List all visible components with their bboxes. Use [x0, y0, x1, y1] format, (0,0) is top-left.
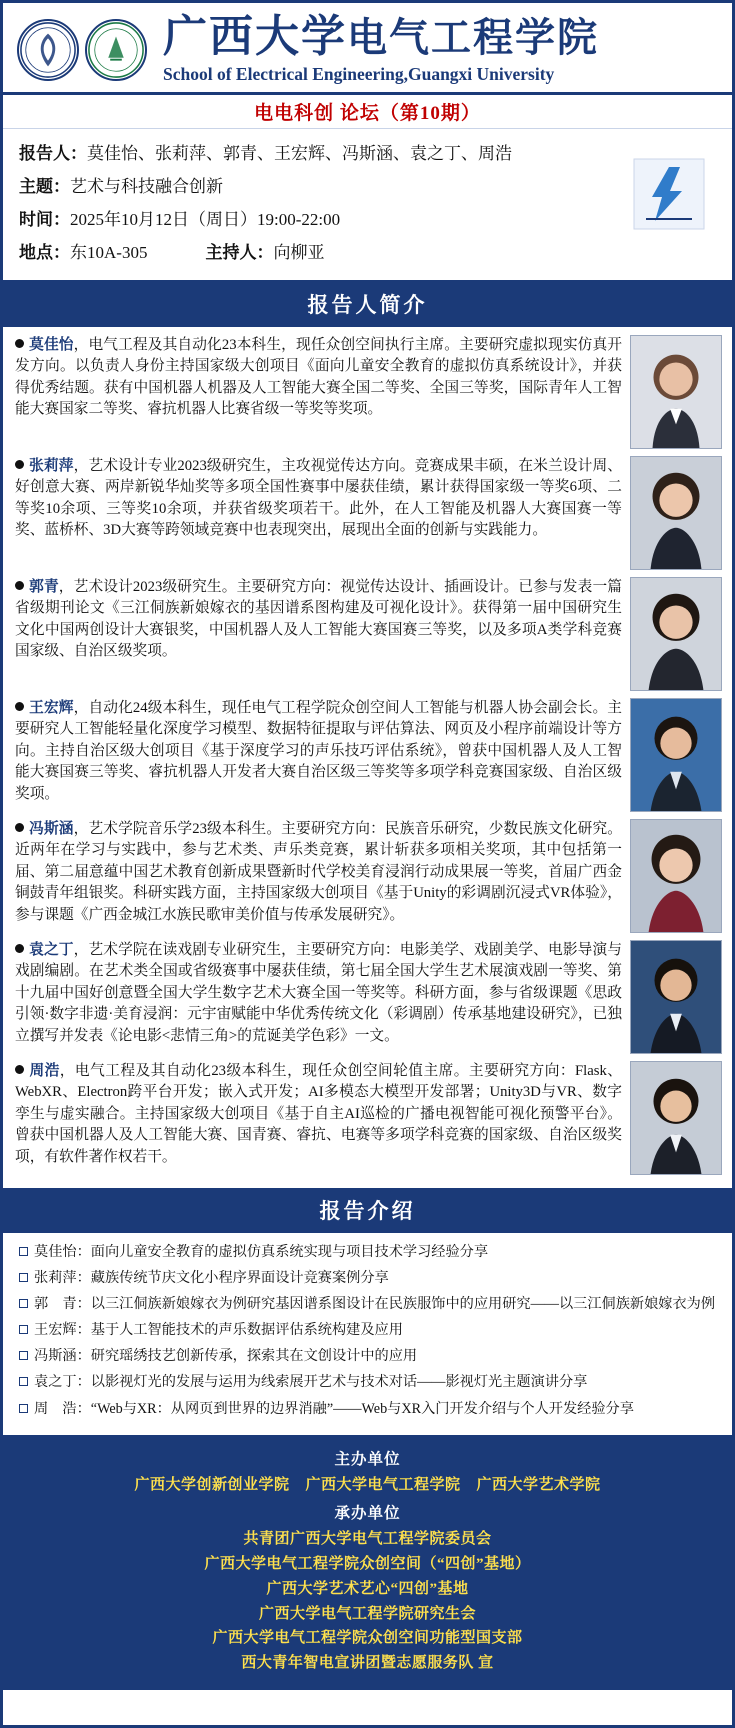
header-titles [163, 11, 599, 85]
bio-item [15, 1061, 722, 1175]
bio-name: 袁之丁 [29, 941, 74, 958]
bio-text [15, 456, 630, 542]
list-item [19, 1320, 718, 1340]
square-bullet-icon [19, 1273, 28, 1282]
co-organizer-item: 西大青年智电宣讲团暨志愿服务队 宣 [241, 1655, 494, 1672]
bio-text [15, 819, 630, 927]
talk-speaker: 周 浩： [34, 1400, 91, 1417]
place-label: 地点： [19, 243, 70, 263]
co-organizers-heading: 承办单位 [334, 1505, 401, 1523]
bullet-icon [15, 823, 24, 832]
header-cn-title-university: 广西大学 [163, 11, 347, 61]
bio-item [15, 456, 722, 570]
bio-body: ，电气工程及其自动化23级本科生，现任众创空间轮值主席。主要研究方向：Flask、WebXR、Electron跨平台开发；嵌入式开发；AI多模态大模型开发部署；Unity3D与VR、数字孪生与虚实融合。主持国家级大创项目《基于自主AI巡检的广播电视智能可视化预警平台》。曾获中国机器人及人工智能大赛、国青赛、睿抗、电赛等多项学科竞赛的国家级、自治区级奖项，有软件著作权若干。 [15, 1062, 622, 1165]
forum-title-bar [3, 95, 732, 129]
avatar [630, 1061, 722, 1175]
bio-text [15, 335, 630, 421]
square-bullet-icon [19, 1377, 28, 1386]
bio-item [15, 819, 722, 933]
avatar [630, 577, 722, 691]
talk-speaker: 郭 青： [34, 1295, 91, 1312]
host-label: 主持人： [205, 243, 274, 263]
talk-speaker: 莫佳怡： [34, 1243, 91, 1260]
section-bar-talks: 报告介绍 [3, 1188, 732, 1233]
list-item [19, 1346, 718, 1366]
bio-name: 王宏辉 [29, 699, 74, 716]
info-row-topic [19, 170, 718, 203]
organizer-item: 广西大学创新创业学院 [134, 1476, 290, 1493]
avatar [630, 335, 722, 449]
list-item [19, 1242, 718, 1262]
bios-list [3, 327, 732, 1188]
square-bullet-icon [19, 1404, 28, 1413]
list-item [19, 1399, 718, 1419]
avatar [630, 456, 722, 570]
avatar [630, 819, 722, 933]
talk-title: 面向儿童安全教育的虚拟仿真系统实现与项目技术学习经验分享 [90, 1243, 489, 1260]
time-value: 2025年10月12日（周日）19:00-22:00 [70, 210, 341, 230]
avatar [630, 698, 722, 812]
bio-item [15, 940, 722, 1054]
talk-speaker: 冯斯涵： [34, 1348, 91, 1365]
bio-item [15, 335, 722, 449]
bio-body: ，自动化24级本科生，现任电气工程学院众创空间人工智能与机器人协会副会长。主要研究人工智能轻量化深度学习模型、数据特征提取与评估算法、网页及小程序前端设计等方向。主持自治区级大创项目《基于深度学习的声乐技巧评估系统》，曾获中国机器人及人工智能大赛国赛三等奖、睿抗机器人开发者大赛自治区级三等奖等多项学科竞赛国家级、自治区级奖项。 [15, 699, 622, 802]
co-organizer-item: 广西大学电气工程学院研究生会 [258, 1605, 476, 1622]
talk-speaker: 张莉萍： [34, 1269, 91, 1286]
talk-title: 以三江侗族新娘嫁衣为例研究基因谱系图设计在民族服饰中的应用研究——以三江侗族新娘嫁衣为例 [90, 1295, 716, 1312]
talk-title: “Web与XR：从网页到世界的边界消融”——Web与XR入门开发介绍与个人开发经验分享 [90, 1400, 634, 1417]
topic-label: 主题： [19, 177, 70, 197]
bio-body: ，艺术设计专业2023级研究生，主攻视觉传达方向。竞赛成果丰硕，在米兰设计周、好创意大赛、两岸新锐华灿奖等多项全国性赛事中屡获佳绩，累计获得国家级一等奖6项、二等奖10余项、三等奖10余项，并获省级奖项若干。此外，在人工智能及机器人大赛国赛一等奖、蓝桥杯、3D大赛等跨领域竞赛中也表现突出，展现出全面的创新与实践能力。 [15, 457, 622, 539]
organizer-item: 广西大学电气工程学院 [305, 1476, 461, 1493]
speakers-label: 报告人： [19, 144, 87, 163]
organizer-item: 广西大学艺术学院 [476, 1476, 601, 1493]
bio-text [15, 940, 630, 1048]
section-bar-bios: 报告人简介 [3, 282, 732, 327]
header-en-title: School of Electrical Engineering,Guangxi University [163, 64, 555, 85]
time-label: 时间： [19, 210, 70, 230]
info-row-speakers [19, 137, 718, 170]
list-item [19, 1372, 718, 1392]
list-item [19, 1268, 718, 1288]
bio-item [15, 698, 722, 812]
co-organizer-item: 广西大学电气工程学院众创空间（“四创”基地） [204, 1556, 531, 1573]
event-info-block [3, 129, 732, 282]
square-bullet-icon [19, 1299, 28, 1308]
university-seal-icon [17, 19, 79, 81]
avatar [630, 940, 722, 1054]
bio-body: ，艺术设计2023级研究生。主要研究方向：视觉传达设计、插画设计。已参与发表一篇省级期刊论文《三江侗族新娘嫁衣的基因谱系图构建及可视化设计》。获得第一届中国研究生文化中国两创设计大赛银奖，中国机器人及人工智能大赛国赛三等奖，以及多项A类学科竞赛国家级、自治区级奖项。 [15, 578, 622, 660]
bio-text [15, 577, 630, 663]
host-value: 向柳亚 [273, 243, 325, 263]
bio-item [15, 577, 722, 691]
bullet-icon [15, 944, 24, 953]
list-item [19, 1294, 718, 1314]
bio-body: ，艺术学院音乐学23级本科生。主要研究方向：民族音乐研究，少数民族文化研究。近两年在学习与实践中，参与艺术类、声乐类竞赛，累计斩获多项相关奖项，其中包括第一届、第二届意蕴中国艺术教育创新成果暨新时代学校美育浸润行动成果展一等奖，首届广西金铜鼓青年组银奖。科研实践方面，主持国家级大创项目《基于Unity的彩调剧沉浸式VR体验》，参与课题《广西金城江水族民歌审美价值与传承发展研究》。 [15, 820, 622, 923]
place-value: 东10A-305 [70, 243, 148, 263]
info-row-place [19, 236, 718, 269]
bullet-icon [15, 460, 24, 469]
college-seal-icon [85, 19, 147, 81]
organizers-heading: 主办单位 [334, 1450, 401, 1468]
bio-name: 莫佳怡 [29, 336, 74, 353]
talk-title: 藏族传统节庆文化小程序界面设计竞赛案例分享 [90, 1269, 389, 1286]
bio-name: 张莉萍 [29, 457, 74, 474]
bullet-icon [15, 581, 24, 590]
talk-speaker: 袁之丁： [34, 1374, 91, 1391]
bio-text [15, 698, 630, 806]
info-row-time [19, 203, 718, 236]
bio-body: ，电气工程及其自动化23本科生，现任众创空间执行主席。主要研究虚拟现实仿真开发方向。以负责人身份主持国家级大创项目《面向儿童安全教育的虚拟仿真系统设计》，并获得优秀结题。获有中国机器人机器及人工智能大赛全国二等奖、全国三等奖，国际青年人工智能大赛国家二等奖、睿抗机器人比赛省级一等奖等奖项。 [15, 336, 622, 418]
header-cn-title-college: 电气工程学院 [347, 14, 599, 60]
poster-footer [3, 1435, 732, 1690]
bullet-icon [15, 339, 24, 348]
bullet-icon [15, 702, 24, 711]
bio-name: 冯斯涵 [29, 820, 74, 837]
header-cn-title [163, 11, 599, 61]
co-organizer-item: 广西大学电气工程学院众创空间功能型国支部 [212, 1630, 523, 1647]
bio-name: 周浩 [29, 1062, 60, 1079]
co-organizer-item: 共青团广西大学电气工程学院委员会 [243, 1531, 492, 1548]
talk-title: 基于人工智能技术的声乐数据评估系统构建及应用 [90, 1322, 403, 1339]
topic-value: 艺术与科技融合创新 [70, 177, 223, 197]
square-bullet-icon [19, 1325, 28, 1334]
talk-title: 以影视灯光的发展与运用为线索展开艺术与技术对话——影视灯光主题演讲分享 [90, 1374, 588, 1391]
talk-speaker: 王宏辉： [34, 1322, 91, 1339]
bullet-icon [15, 1065, 24, 1074]
talk-title: 研究瑶绣技艺创新传承，探索其在文创设计中的应用 [90, 1348, 418, 1365]
bio-body: ，艺术学院在读戏剧专业研究生，主要研究方向：电影美学、戏剧美学、电影导演与戏剧编剧。在艺术类全国或省级赛事中屡获佳绩，第七届全国大学生艺术展演戏剧一等奖、第十九届中国好创意暨全国大学生数字艺术大赛全国一等奖等。科研方面，参与省级课题《思政引领·数字非遗·美育浸润：元宇宙赋能中华优秀传统文化（彩调剧）传承基地建设研究》，已独立撰写并发表《论电影<悲情三角>的荒诞美学色彩》一文。 [15, 941, 622, 1044]
speakers-value: 莫佳怡、张莉萍、郭青、王宏辉、冯斯涵、袁之丁、周浩 [87, 144, 512, 163]
co-organizer-item: 广西大学艺术艺心“四创”基地 [266, 1580, 469, 1597]
square-bullet-icon [19, 1351, 28, 1360]
organizers-row [13, 1473, 722, 1498]
square-bullet-icon [19, 1247, 28, 1256]
bio-name: 郭青 [29, 578, 59, 595]
poster-header [3, 3, 732, 95]
bio-text [15, 1061, 630, 1169]
talks-list [3, 1233, 732, 1435]
forum-title: 电电科创 论坛（第10期） [254, 103, 481, 124]
makerspace-emblem-icon [632, 157, 706, 231]
